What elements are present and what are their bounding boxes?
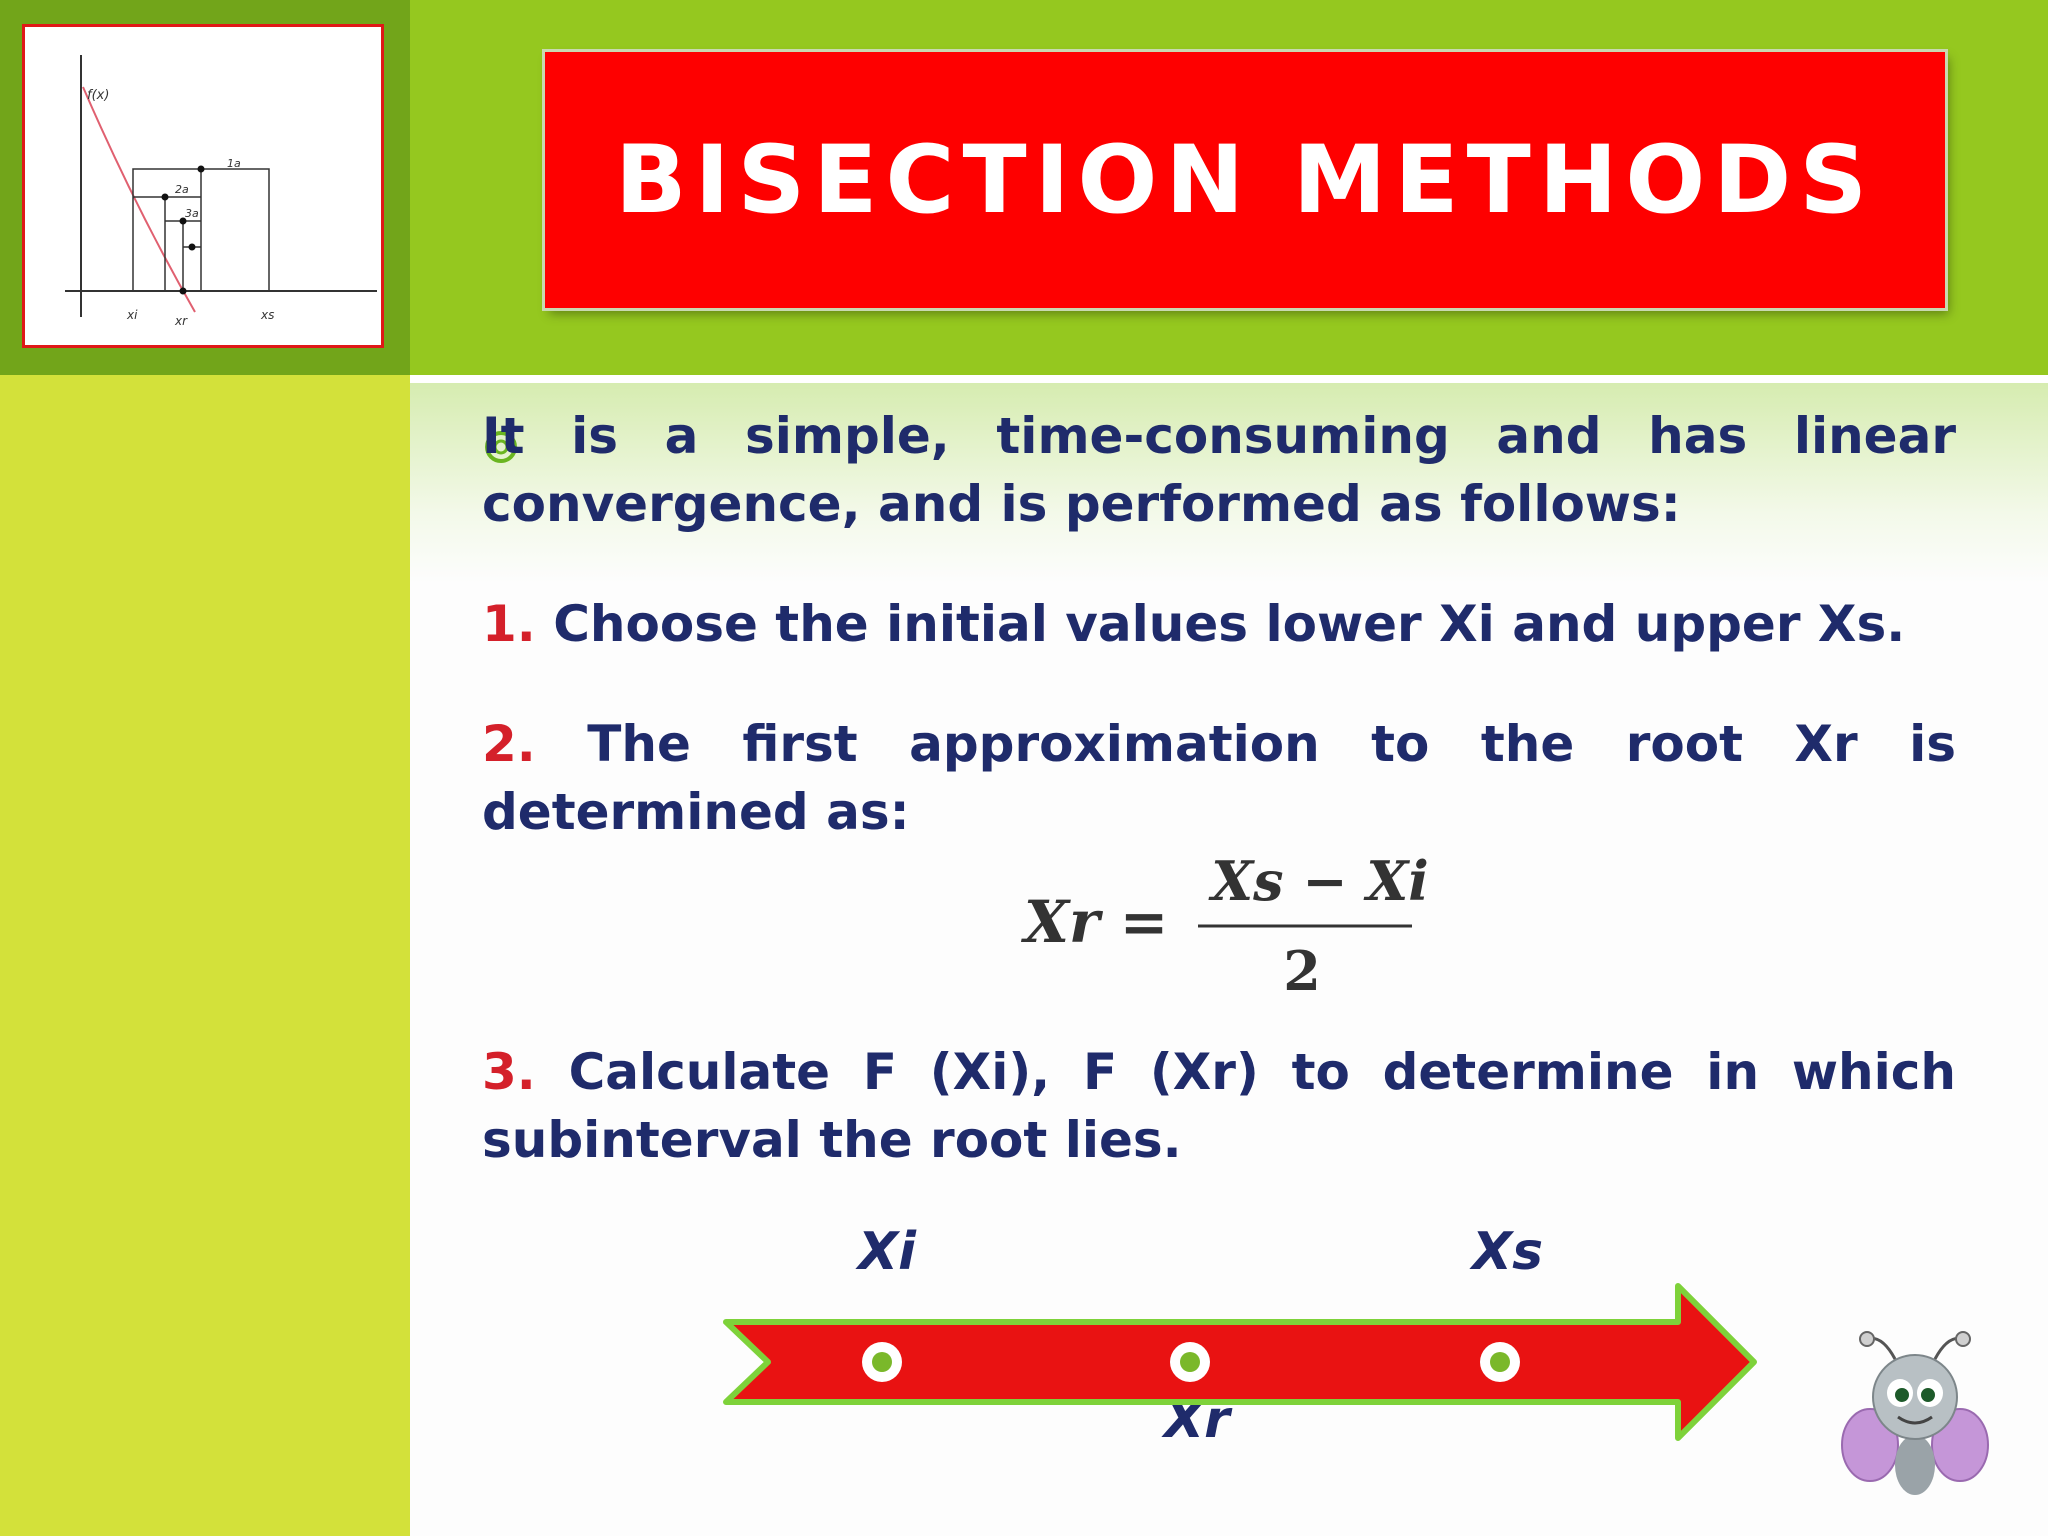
formula-numerator: Xs − Xi xyxy=(1211,849,1429,913)
label-1a: 1a xyxy=(227,157,241,170)
label-xr: Xr xyxy=(1164,1390,1230,1450)
label-xs: Xs xyxy=(1472,1222,1544,1282)
left-sidebar-strip xyxy=(0,375,410,1536)
step-2-number: 2. xyxy=(482,715,536,773)
axis-xi: xi xyxy=(127,308,138,322)
step-3-number: 3. xyxy=(482,1043,536,1101)
interval-arrow xyxy=(720,1220,1760,1460)
interval-diagram xyxy=(720,1220,1760,1460)
step-3-text: Calculate F (Xi), F (Xr) to determine in which subinterval the root lies. xyxy=(482,1043,1956,1169)
title-banner xyxy=(545,52,1945,308)
label-xi: Xi xyxy=(858,1222,916,1282)
step-1-number: 1. xyxy=(482,595,536,653)
formula-denominator: 2 xyxy=(1283,939,1321,1003)
label-3a: 3a xyxy=(185,207,199,220)
step-3 xyxy=(482,1038,1956,1174)
intro-paragraph: It is a simple, time-consuming and has linear convergence, and is performed as follows: xyxy=(482,407,1956,533)
step-2-text: The first approximation to the root Xr is determined as: xyxy=(482,715,1956,841)
thumbnail-panel xyxy=(0,0,410,375)
label-2a: 2a xyxy=(175,183,189,196)
fx-label: f(x) xyxy=(87,88,110,103)
axis-xs: xs xyxy=(261,308,275,322)
slide-title: BISECTION METHODS xyxy=(614,125,1876,235)
step-1 xyxy=(482,590,1956,658)
divider xyxy=(410,375,2048,383)
bisection-formula xyxy=(1020,840,1440,1010)
butterfly-mascot-icon xyxy=(1840,1325,1990,1505)
formula-lhs: Xr = xyxy=(1024,888,1169,956)
bisection-graph-thumbnail xyxy=(22,24,384,348)
bisection-graph xyxy=(25,27,381,345)
axis-xr: xr xyxy=(175,314,188,328)
step-1-text: Choose the initial values lower Xi and upper Xs. xyxy=(553,595,1906,653)
step-2 xyxy=(482,710,1956,846)
